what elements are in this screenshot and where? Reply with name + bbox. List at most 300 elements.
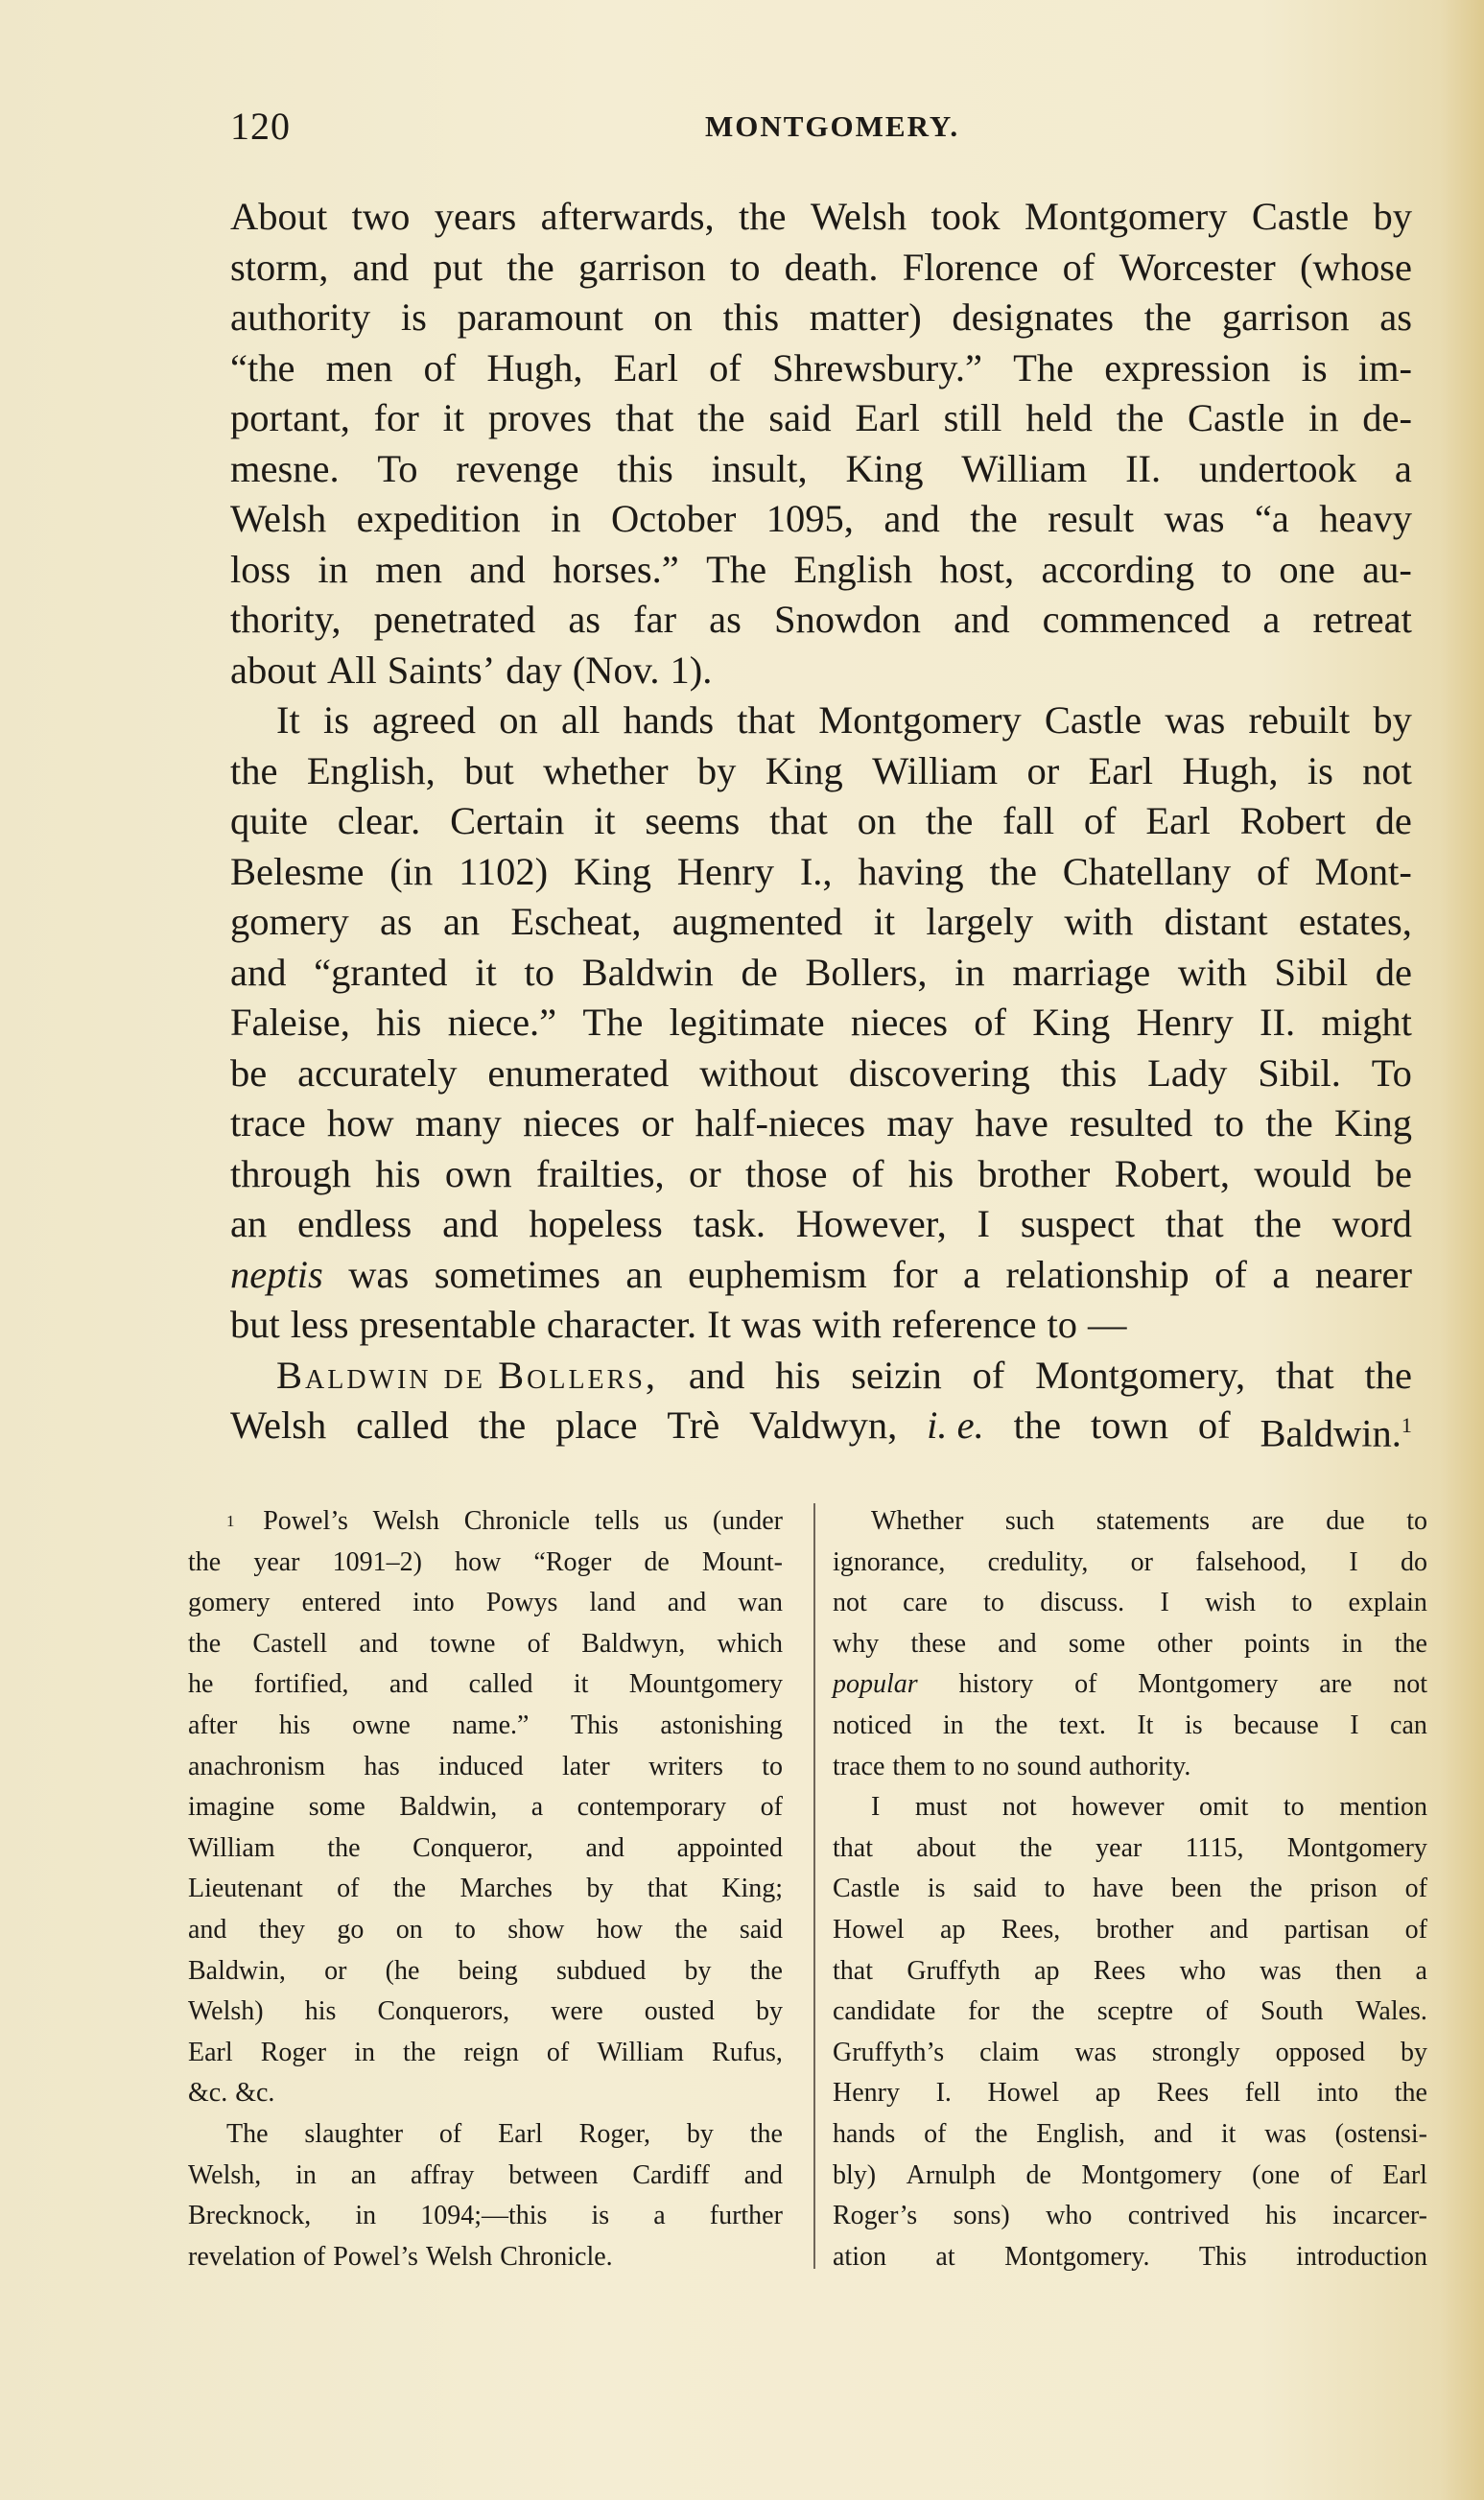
word: October [610,497,737,540]
text-line [230,1098,1412,1149]
word: of [1257,849,1289,893]
word: a [963,1252,980,1296]
word: marriage [1012,950,1151,994]
word: character. [546,1303,697,1346]
word: Gruffyth’s [833,2037,945,2067]
text-line [230,343,1412,394]
word: how [455,1546,502,1577]
word: the [1394,1628,1427,1659]
word: slaughter [304,2118,404,2149]
word: sound [1017,1751,1082,1781]
text-line-heading [230,1351,1412,1402]
word: Welsh [372,1506,439,1536]
word: partisan [1284,1914,1370,1945]
word: less [290,1303,349,1346]
word: &c. [235,2078,275,2109]
word: incarcer- [1332,2201,1427,2231]
word: wan [738,1588,783,1618]
word: King; [721,1874,783,1904]
text-line [230,1149,1412,1200]
word: task. [693,1202,766,1245]
text-line [230,1199,1412,1250]
word: Lieutenant [188,1874,303,1904]
word: Hugh, [486,345,583,389]
word: the [403,2037,436,2067]
text-line-final [230,1401,1412,1455]
word: the [1116,396,1165,439]
word: Montgomery [1138,1669,1279,1700]
word: seems [645,799,741,842]
footnote-column-left [188,1501,783,2277]
word: Henry [1136,1001,1234,1044]
word: they [258,1914,306,1945]
word: not [833,1588,867,1618]
word: Welsh [230,1403,327,1447]
word: contemporary [577,1792,727,1823]
word: or [324,1955,347,1986]
word: of [527,1628,550,1659]
word: the [188,1546,222,1577]
word: de [741,950,778,994]
word: a [653,2201,666,2231]
word: Sibil [1274,950,1349,994]
word: de [644,1546,670,1577]
word: undertook [1198,446,1357,490]
word: to [729,245,761,289]
word: the [989,849,1037,893]
word: due [1326,1506,1365,1536]
word: the [975,2118,1008,2149]
word: the [478,1403,527,1447]
word: agreed [372,698,477,742]
word: reign [463,2037,519,2067]
word: loss [230,547,292,591]
footnote-line [833,2033,1427,2074]
word: Roger’s [833,2201,918,2231]
word: This [571,1710,619,1740]
word: Lady [1147,1050,1228,1095]
word: in [1307,396,1339,439]
word: expression [1104,345,1271,389]
word: suspect [1020,1202,1136,1245]
word: noticed [833,1710,912,1740]
word: Welsh) [188,1996,264,2027]
word: such [1004,1506,1055,1536]
footnote-line [833,1992,1427,2033]
word: it [442,396,465,439]
main-text [230,192,1412,1455]
word: omit [1199,1792,1249,1823]
word: said [973,1874,1017,1904]
text-line [230,746,1412,797]
word: by [1400,2037,1427,2067]
word: to [1213,1101,1245,1144]
word: Welsh [810,195,907,238]
word: or [641,1101,674,1144]
word: Montgomery [1286,1832,1427,1863]
word: through [230,1151,351,1195]
word: those [745,1151,828,1195]
word: by [755,1996,783,2027]
baldwin-heading: Baldwin de Bollers, [276,1353,659,1397]
word: however [1072,1792,1165,1823]
word: to [1283,1792,1305,1823]
word: still [943,396,1002,439]
word: King [765,748,843,792]
word: an [230,1202,268,1245]
word: retreat [1312,598,1412,641]
word: it [475,950,497,994]
word: 1091–2) [332,1546,422,1577]
word: in [1341,1628,1363,1659]
word: the [1143,295,1192,339]
word: of [302,2241,326,2272]
word: and [359,1628,398,1659]
word: other [1157,1628,1213,1659]
word: gomery [188,1588,271,1618]
word: and [1153,2118,1193,2149]
word: affray [411,2159,475,2190]
word: Mount- [701,1546,783,1577]
word: according [1041,547,1195,591]
word: claim [979,2037,1040,2067]
word: Earl [613,345,679,389]
word: a [1394,446,1412,490]
footnote-line [833,1543,1427,1584]
word: Montgomery. [1004,2241,1150,2272]
word: must [914,1792,968,1823]
word: mesne. [230,446,340,490]
word: and [954,598,1010,641]
word: Baldwin.$^1$ [1260,1411,1412,1455]
footnote-line [188,1869,783,1910]
word: Earl [188,2037,233,2067]
column-divider [813,1503,815,2269]
word: Rees, [1001,1914,1061,1945]
word: English, [306,748,436,792]
word: I. [935,2078,952,2109]
word: English [793,547,913,591]
word: of [438,2118,462,2149]
text-line [230,1049,1412,1099]
word: (under [712,1506,783,1536]
word: men [325,345,393,389]
word: Henry [676,849,774,893]
footnote-line [188,2196,783,2237]
italic-ie: i. e. [927,1403,984,1447]
word: that [647,1874,688,1904]
word: Henry [833,2078,900,2109]
word: his [376,1001,422,1044]
word: in [354,2037,375,2067]
word: of [1074,1669,1097,1700]
footnote-line [833,1828,1427,1870]
word: King [573,849,651,893]
word: I., [799,849,833,893]
word: Chronicle [463,1506,571,1536]
word: of [546,2037,570,2067]
word: and [667,1588,707,1618]
word: Earl [498,2118,543,2149]
word: All [326,648,377,692]
word: to [954,1751,976,1781]
word: by [696,748,737,792]
word: at [935,2241,955,2272]
word: was [1074,2037,1117,2067]
word: (Nov. [572,648,660,692]
word: of [760,1792,783,1823]
word: some [308,1792,365,1823]
word: fortified, [253,1669,349,1700]
word: to [983,1588,1004,1618]
word: hands [833,2118,896,2149]
footnote-line [833,1869,1427,1910]
word: not [1362,748,1412,792]
footnote-line [188,2073,783,2114]
footnote-line [188,2033,783,2074]
word: horses.” [553,547,679,591]
word: to [524,950,554,994]
word: Montgomery [1081,2159,1222,2190]
word: as [379,900,412,943]
word: ap [1095,2078,1121,2109]
word: some [1068,1628,1126,1659]
word: proves [487,396,592,439]
word: of [1205,1996,1229,2027]
text-line [230,192,1412,243]
word: points [1244,1628,1310,1659]
word: discuss. [1040,1588,1125,1618]
word: not [1393,1669,1427,1700]
word: quite [230,799,308,842]
word: and [688,1353,745,1397]
word: Saints’ [387,648,496,692]
word: trace [230,1101,306,1144]
word: and [998,1628,1037,1659]
word: was [1260,1955,1302,1986]
word: 1115, [1185,1832,1244,1863]
word: relationship [1005,1252,1190,1296]
word: and [352,245,410,289]
footnote-line [188,1501,783,1543]
word: men [375,547,442,591]
word: to [1047,1303,1078,1346]
word: the [995,1710,1028,1740]
word: which [717,1628,783,1659]
footnote-line [188,1787,783,1828]
word: 1). [670,648,713,692]
word: Escheat, [510,900,642,943]
word: Chronicle. [500,2241,613,2272]
footnote-line [833,1910,1427,1951]
word: said [739,1914,783,1945]
word: be [230,1050,268,1095]
text-line [230,293,1412,343]
word: nieces [523,1101,621,1144]
word: land [589,1588,636,1618]
word: Rees [1156,2078,1210,2109]
word: “a [1254,497,1289,540]
word: without [699,1050,818,1095]
italic-word-popular: popular [833,1669,918,1700]
word: The [706,547,767,591]
word: the [749,2118,783,2149]
word: the [327,1832,361,1863]
word: Powel’s [333,2241,418,2272]
word: (he [385,1955,420,1986]
footnote-line [833,2156,1427,2197]
word: the [970,497,1018,540]
page-number: 120 [230,105,291,148]
word: a [1415,1955,1427,1986]
word: to [1291,1588,1313,1618]
word: between [508,2159,599,2190]
text-line [230,243,1412,294]
word: thority, [230,598,342,641]
word: Welsh, [188,2159,262,2190]
word: have [975,1101,1048,1144]
word: towne [430,1628,496,1659]
word: as [568,598,601,641]
word: portant, [230,396,350,439]
word: with [812,1303,882,1346]
word: day [506,648,562,692]
text-line [230,444,1412,495]
word: own [444,1151,512,1195]
word: Rees [1093,1955,1146,1986]
text-line [230,393,1412,444]
word: paramount [457,295,624,339]
word: (in [389,849,434,893]
word: no [982,1751,1010,1781]
word: accurately [297,1050,458,1095]
word: fall [1002,799,1055,842]
word: that [833,1955,873,1986]
footnote-line [188,2237,783,2278]
word: Rufus, [712,2037,783,2067]
word: name.” [452,1710,530,1740]
word: estates, [1298,900,1412,943]
word: mention [1339,1792,1427,1823]
word: that [737,698,796,742]
word: by [586,1874,614,1904]
word: his [775,1353,821,1397]
word: The [1013,345,1074,389]
word: of [709,345,742,389]
word: reference [891,1303,1037,1346]
word: contrived [1127,2201,1230,2231]
word: Montgomery [818,698,1022,742]
word: how [326,1101,394,1144]
word: William [961,446,1088,490]
word: he [188,1669,214,1700]
word: English, [1036,2118,1125,2149]
word: Brecknock, [188,2201,312,2231]
word: Mountgomery [628,1669,783,1700]
word: imagine [188,1792,275,1823]
word: the [1013,1403,1062,1447]
word: I [1350,1710,1359,1740]
word: said [768,396,832,439]
word: by [1373,195,1412,238]
word: later [562,1751,610,1781]
word: anachronism [188,1751,326,1781]
word: au- [1362,547,1412,591]
word: Conquerors, [377,1996,510,2027]
word: of [1330,2159,1353,2190]
word: about [230,648,317,692]
word: whether [543,748,669,792]
word: that [1165,1202,1224,1245]
word: how [596,1914,643,1945]
word: on [857,799,897,842]
word: prison [1309,1874,1378,1904]
word: of [924,2118,947,2149]
word: revelation [188,2241,295,2272]
word: because [1234,1710,1319,1740]
word: word [1331,1202,1412,1245]
word: his [1264,2201,1297,2231]
word: has [364,1751,400,1781]
word: 1095, [766,497,854,540]
footnote-line [833,1951,1427,1993]
word: that [615,396,674,439]
word: an [442,900,481,943]
word: This [1198,2241,1247,2272]
footnote-line [188,1664,783,1706]
word: was [1264,2118,1307,2149]
word: by [684,1955,712,1986]
word: but [464,748,514,792]
word: who [1179,1955,1226,1986]
word: an [625,1252,663,1296]
word: de- [1362,396,1412,439]
word: being [458,1955,518,1986]
word: Gruffyth [907,1955,1001,1986]
word: about [916,1832,977,1863]
footnote-line [188,1747,783,1788]
word: took [930,195,1001,238]
word: and [188,1914,227,1945]
word: in [318,547,348,591]
word: this [722,295,780,339]
text-line [230,696,1412,746]
word: explain [1348,1588,1427,1618]
word: Castle [1251,195,1350,238]
text-line [230,796,1412,847]
footnote-line [188,1992,783,2033]
word: de [1375,950,1412,994]
word: for [892,1252,938,1296]
word: a [1262,598,1281,641]
word: it [573,1669,589,1700]
word: in [295,2159,317,2190]
word: I [977,1202,991,1245]
word: Welsh [425,2241,493,2272]
word: the [925,799,974,842]
word: all [560,698,601,742]
word: on [653,295,693,339]
word: — [1088,1303,1127,1346]
word: Castle [833,1874,900,1904]
word: expedition [356,497,521,540]
word: two [351,195,411,238]
footnote-line [188,1910,783,1951]
word: the [1019,1832,1052,1863]
word: the [739,195,787,238]
word: II. [1125,446,1162,490]
word: town [1090,1403,1168,1447]
